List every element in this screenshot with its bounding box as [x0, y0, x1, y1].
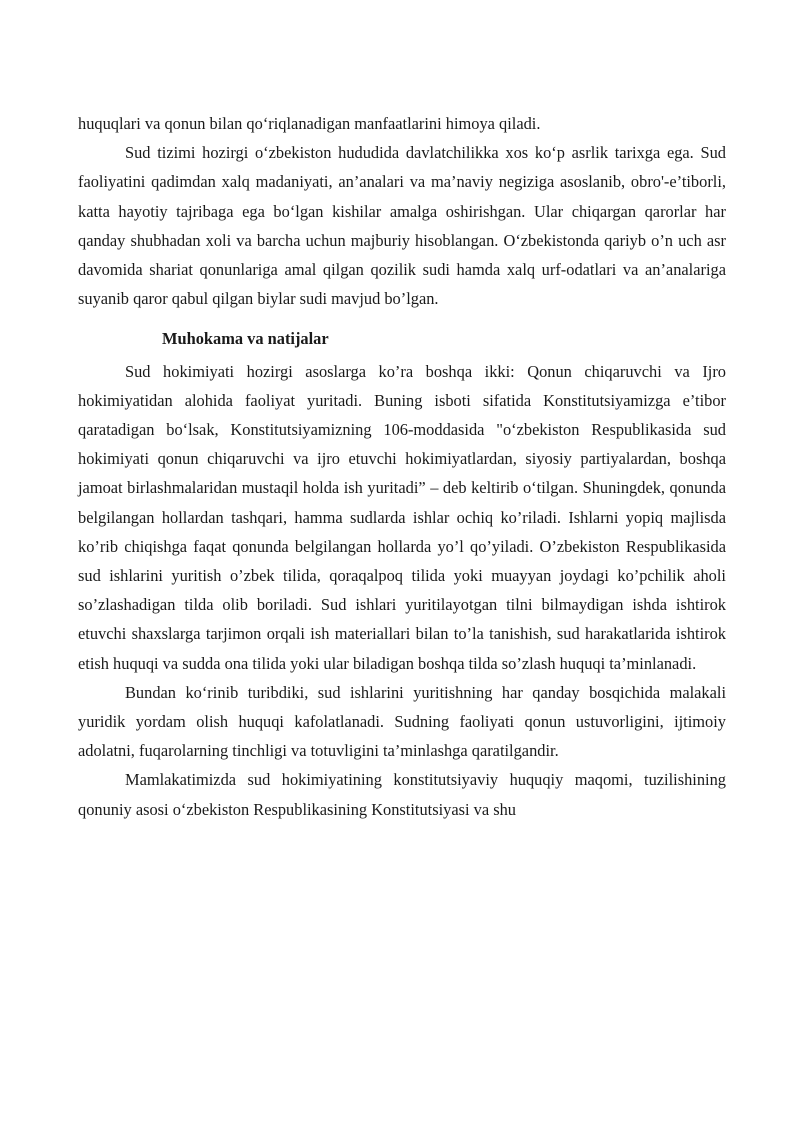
paragraph-constitutional-status: Mamlakatimizda sud hokimiyatining konstitutsiyaviy huquqiy maqomi, tuzilishining qonuniy asosi o‘zbekiston Respublikasining Konstitutsiyasi va shu — [78, 770, 726, 819]
paragraph-court-history: Sud tizimi hozirgi o‘zbekiston hududida davlatchilikka xos ko‘p asrlik tarixga ega. Sud faoliyatini qadimdan xalq madaniyati, an’analari va ma’naviy negiziga asoslanib, obro'-e’tiborli, katta hayotiy tajribaga ega bo‘lgan kishilar amalga oshirishgan. Ular chiqargan qarorlar har qanday shubhadan xoli va barcha uchun majburiy hisoblangan. O‘zbekistonda qariyb o’n uch asr davomida shariat qonunlariga amal qilgan qozilik sudi hamda xalq urf-odatlari va an’analariga suyanib qaror qabul qilgan biylar sudi mavjud bo’lgan. — [78, 143, 726, 309]
document-page — [78, 109, 726, 824]
paragraph-legal-aid: Bundan ko‘rinib turibdiki, sud ishlarini yuritishning har qanday bosqichida malakali yuridik yordam olish huquqi kafolatlanadi. Sudning faoliyati qonun ustuvorligini, ijtimoiy adolatni, fuqarolarning tinchligi va totuvligini ta’minlashga qaratilgandir. — [78, 682, 726, 761]
paragraph-continuation: huquqlari va qonun bilan qo‘riqlanadigan manfaatlarini himoya qiladi. — [78, 114, 541, 133]
section-heading: Muhokama va natijalar — [162, 329, 329, 349]
paragraph-judicial-power: Sud hokimiyati hozirgi asoslarga ko’ra boshqa ikki: Qonun chiqaruvchi va Ijro hokimiyatidan alohida faoliyat yuritadi. Buning isboti sifatida Konstitutsiyamizga e’tibor qaratadigan bo‘lsak, Konstitutsiyamizning 106-moddasida "o‘zbekiston Respublikasida sud hokimiyati qonun chiqaruvchi va ijro etuvchi hokimiyatlardan, siyosiy partiyalardan, boshqa jamoat birlashmalaridan mustaqil holda ish yuritadi” – deb keltirib o‘tilgan. Shuningdek, qonunda belgilangan hollardan tashqari, hamma sudlarda ishlar ochiq ko’riladi. Ishlarni yopiq majlisda ko’rib chiqishga faqat qonunda belgilangan hollarda yo’l qo’yiladi. O’zbekiston Respublikasida sud ishlarini yuritish o’zbek tilida, qoraqalpoq tilida yoki muayyan joydagi ko’pchilik aholi so’zlashadigan tilda olib boriladi. Sud ishlari yuritilayotgan tilni bilmaydigan ishda ishtirok etuvchi shaxslarga tarjimon orqali ish materiallari bilan to’la tanishish, sud harakatlarida ishtirok etish huquqi va sudda ona tilida yoki ular biladigan boshqa tilda so’zlash huquqi ta’minlanadi. — [78, 361, 726, 673]
